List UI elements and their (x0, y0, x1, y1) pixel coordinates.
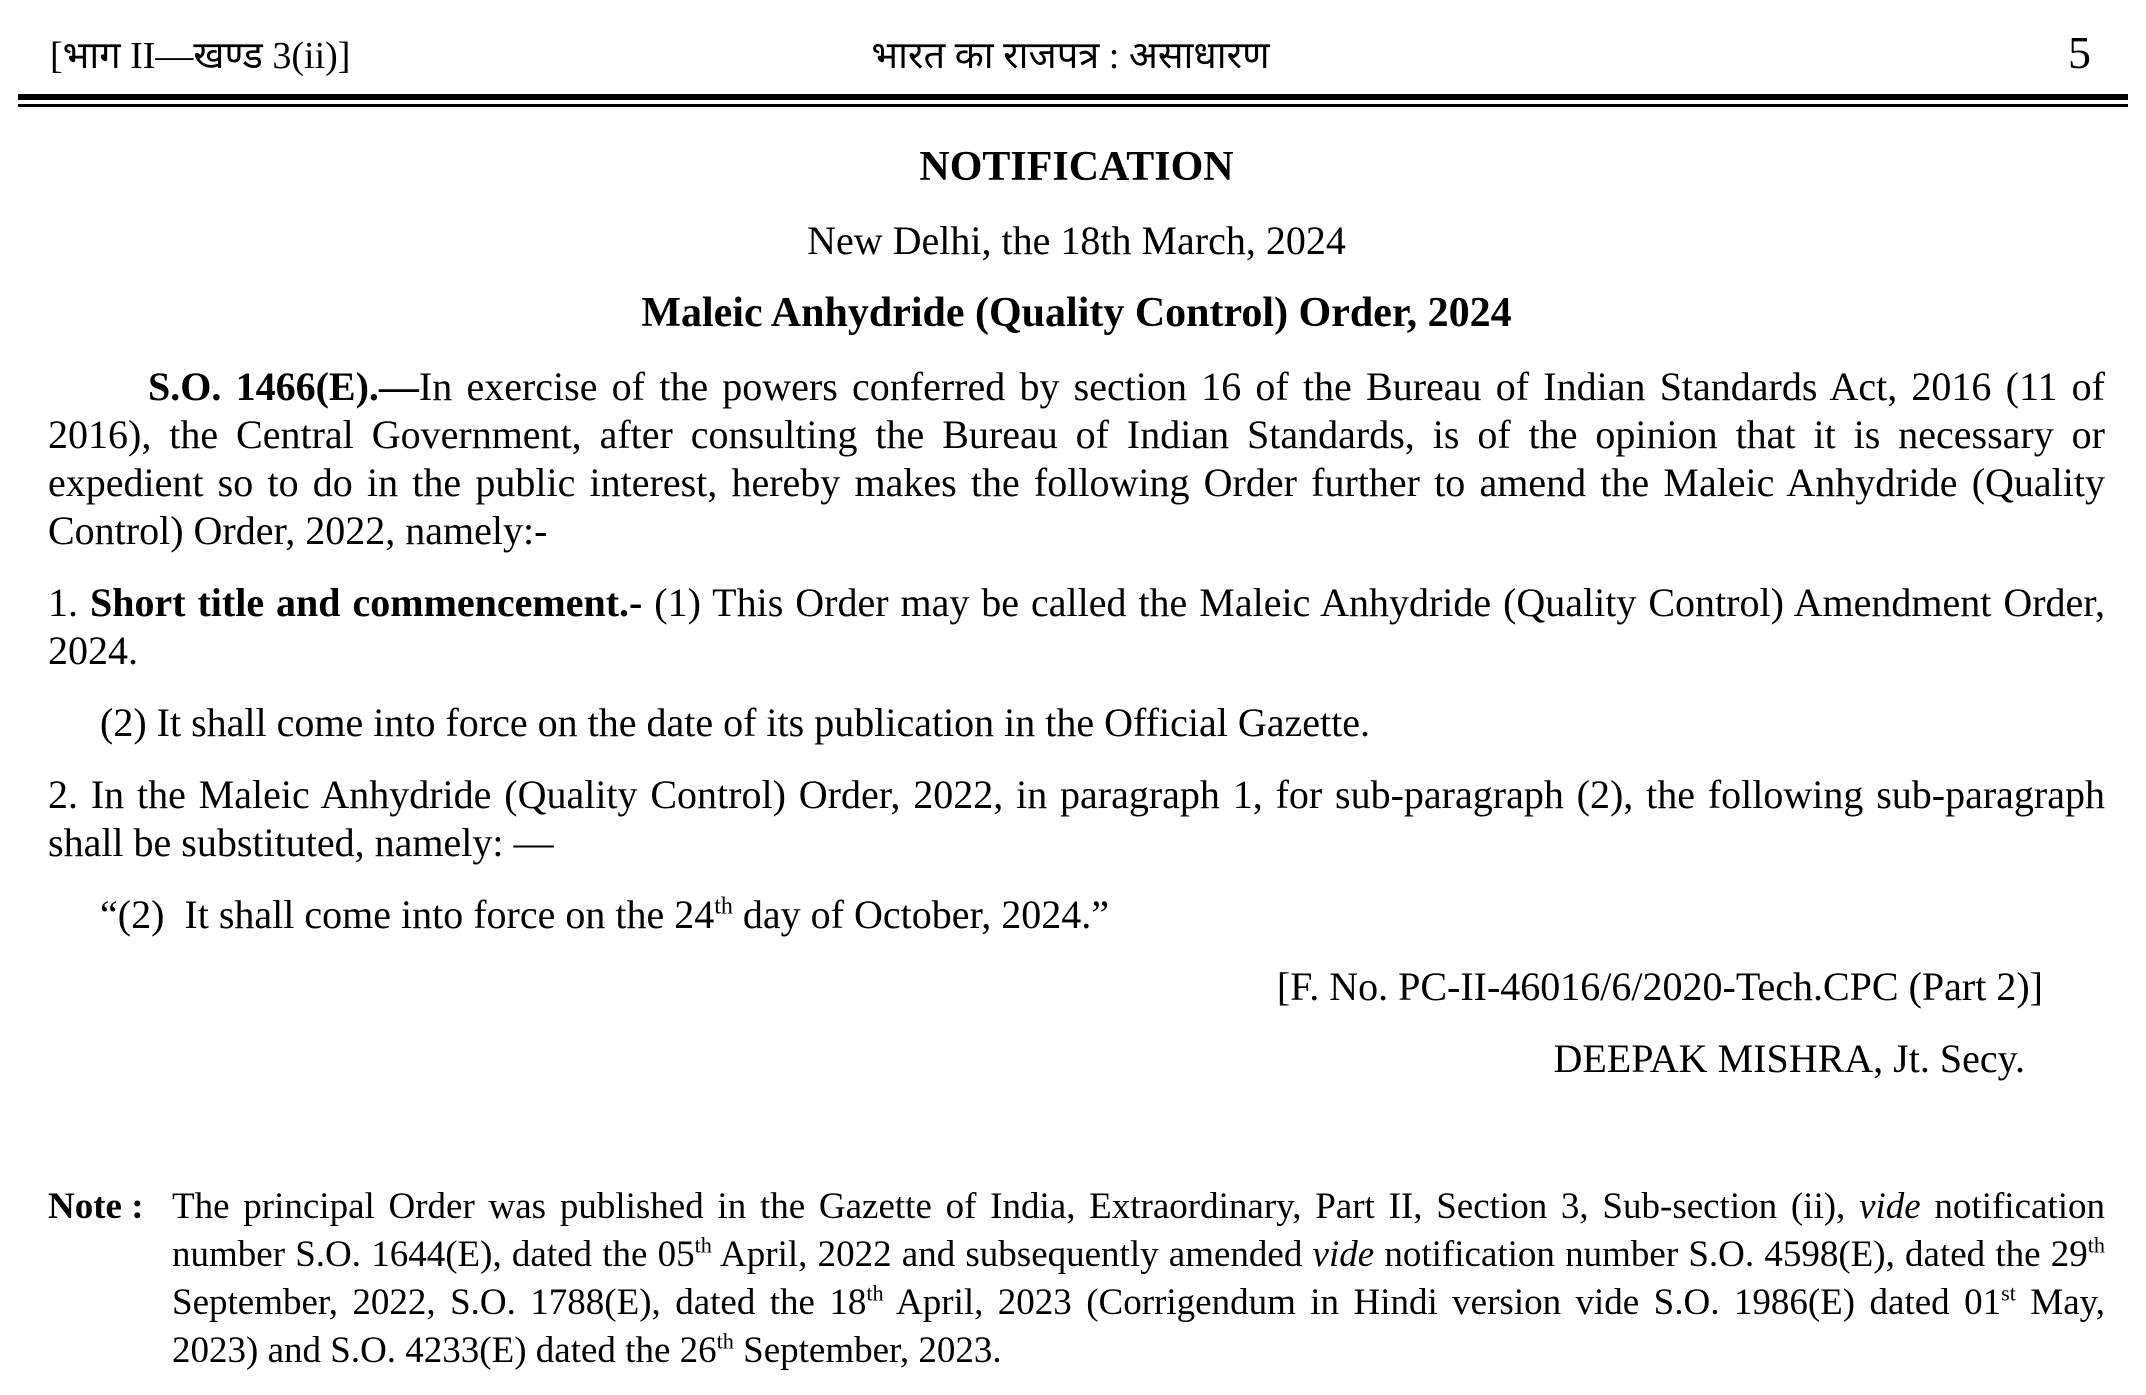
note-block (48, 1183, 2105, 1375)
page-number: 5 (2068, 27, 2091, 78)
part-section-label: [भाग II—खण्ड 3(ii)] (50, 35, 351, 77)
order-title: Maleic Anhydride (Quality Control) Order, 2024 (641, 290, 1512, 336)
so-number-paragraph: S.O. 1466(E).—In exercise of the powers conferred by section 16 of the Bureau of Indian Standards Act, 2016 (11 of 2016), the Central Government, after consulting the Bureau of Indian Standards, is of the opinion that it is necessary or expedient so to do in the public interest, hereby makes the following Order further to amend the Maleic Anhydride (Quality Control) Order, 2022, namely:- (48, 364, 2106, 553)
page-header (0, 0, 2146, 80)
gazette-masthead-title: भारत का राजपत्र : असाधारण (871, 35, 1270, 77)
note-label: Note : (48, 1186, 144, 1227)
place-date-line: New Delhi, the 18th March, 2024 (807, 218, 1346, 263)
signatory-line: DEEPAK MISHRA, Jt. Secy. (1553, 1036, 2025, 1081)
notification-heading: NOTIFICATION (919, 144, 1234, 190)
clause-1-subparagraph-2: (2) It shall come into force on the date of its publication in the Official Gazette. (100, 700, 1370, 745)
header-divider-rule (18, 94, 2128, 107)
file-number-line: [F. No. PC-II-46016/6/2020-Tech.CPC (Part 2)] (1276, 964, 2043, 1009)
substituted-subparagraph-quote: “(2) It shall come into force on the 24th day of October, 2024.” (100, 892, 1109, 937)
clause-2-amendment: 2. In the Maleic Anhydride (Quality Control) Order, 2022, in paragraph 1, for sub-paragraph (2), the following sub-paragraph shall be substituted, namely: — (48, 772, 2105, 865)
note-text: The principal Order was published in the Gazette of India, Extraordinary, Part II, Section 3, Sub-section (ii), vide notification number S.O. 1644(E), dated the 05th April, 2022 and subsequently amended vide notification number S.O. 4598(E), dated the 29th September, 2022, S.O. 1788(E), dated the 18th April, 2023 (Corrigendum in Hindi version vide S.O. 1986(E) dated 01st May, 2023) and S.O. 4233(E) dated the 26th September, 2023. (172, 1186, 2105, 1371)
notification-body (0, 143, 2146, 1375)
clause-1-short-title: 1. Short title and commencement.- (1) This Order may be called the Maleic Anhydride (Quality Control) Amendment Order, 2024. (48, 580, 2106, 673)
